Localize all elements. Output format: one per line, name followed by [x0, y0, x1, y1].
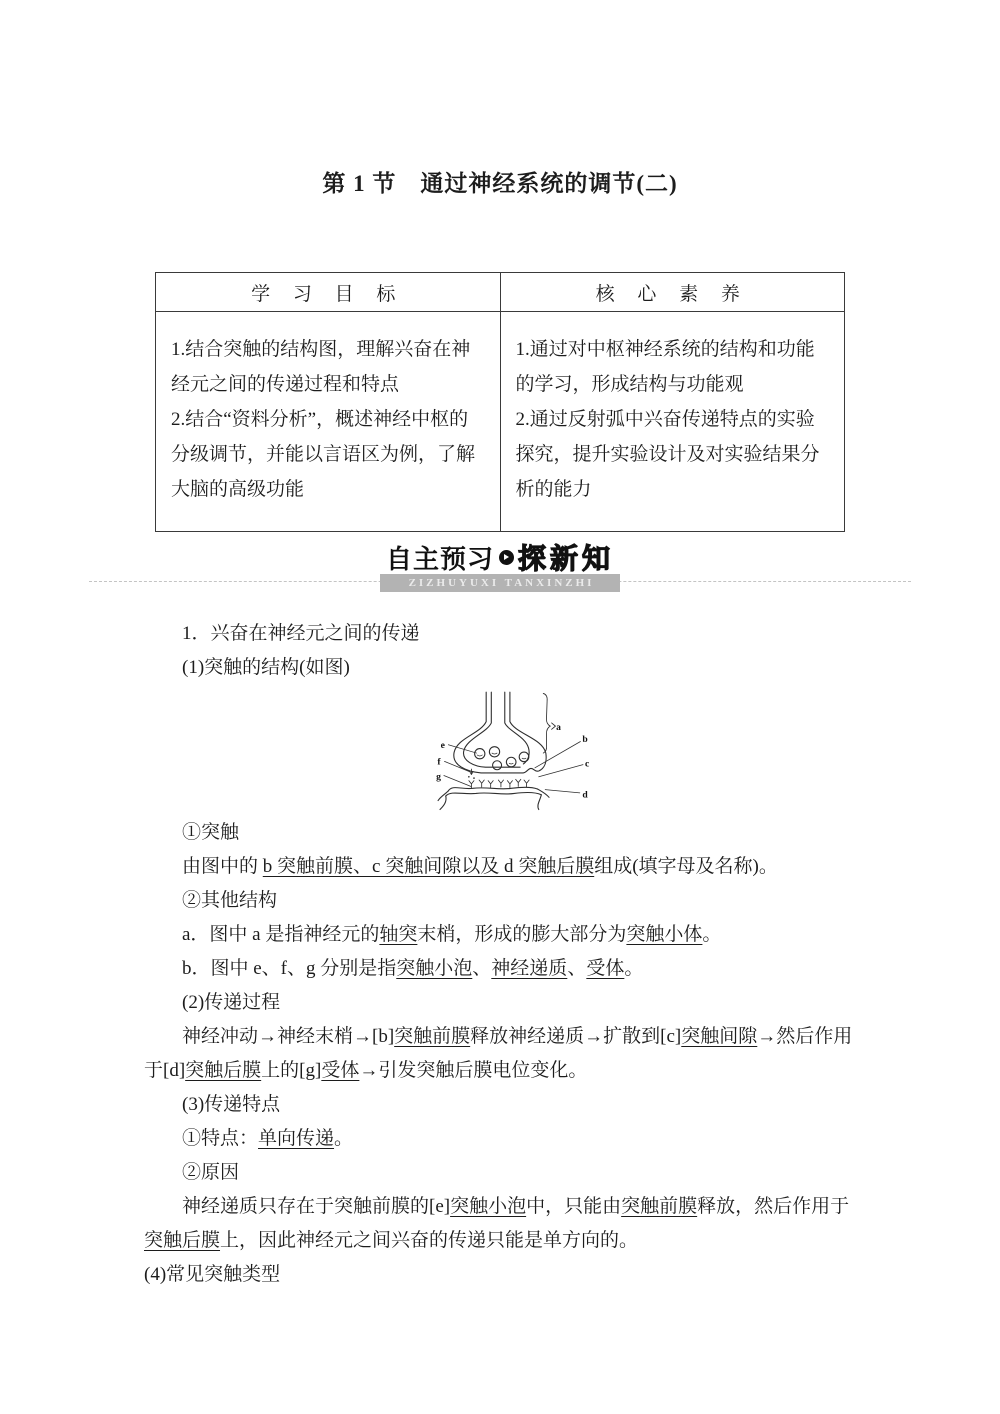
text-block	[144, 816, 856, 1292]
goal-item: 1.结合突触的结构图，理解兴奋在神经元之间的传递过程和特点	[171, 339, 471, 395]
synapse-diagram	[144, 687, 856, 814]
text-run: 组成(填字母及名称)。	[594, 856, 778, 878]
content-area	[144, 617, 856, 1292]
diagram-label-c: c	[584, 758, 590, 770]
diagram-label-d: d	[582, 789, 588, 801]
text-paragraph	[144, 651, 856, 685]
banner-title-right: 探新知	[518, 543, 615, 574]
banner-pinyin-bar: ZIZHUYUXI TANXINZHI	[380, 574, 621, 592]
synapse-figure-drawing	[431, 687, 601, 814]
objectives-table	[155, 272, 845, 532]
table-header-core-competency: 核 心 素 养	[500, 273, 845, 312]
text-run: →然后作用于[d]	[144, 1026, 853, 1082]
fill-in-answer: 突触小泡	[396, 958, 473, 980]
text-run: (2)传递过程	[182, 992, 281, 1014]
fill-in-answer: 突触前膜	[621, 1196, 698, 1218]
text-run: 末梢，形成的膨大部分为	[417, 924, 627, 946]
text-run: (3)传递特点	[182, 1094, 281, 1116]
diagram-label-g: g	[436, 771, 441, 783]
fill-in-answer: 神经递质	[491, 958, 568, 980]
text-paragraph	[144, 1156, 856, 1190]
fill-in-answer: 轴突	[379, 924, 418, 946]
fill-in-answer: 突触小体	[626, 924, 703, 946]
diagram-label-a: a	[556, 722, 561, 734]
text-paragraph	[144, 952, 856, 986]
fill-in-answer: 突触小泡	[450, 1196, 527, 1218]
competency-item: 1.通过对中枢神经系统的结构和功能的学习，形成结构与功能观	[515, 339, 815, 395]
section-banner-title	[0, 542, 1000, 576]
text-run: 。	[702, 924, 722, 946]
text-run: ②其他结构	[182, 890, 278, 912]
text-paragraph	[144, 986, 856, 1020]
text-paragraph	[144, 816, 856, 850]
text-run: ①突触	[182, 822, 240, 844]
text-run: 上，因此神经元之间兴奋的传递只能是单方向的。	[220, 1230, 639, 1252]
text-run: 由图中的	[182, 856, 263, 878]
text-paragraph	[144, 1258, 856, 1292]
diagram-label-f: f	[437, 756, 441, 768]
text-run: 神经冲动→神经末梢→[b]	[182, 1026, 395, 1048]
text-run: 释放神经递质→扩散到[c]	[470, 1026, 682, 1048]
fill-in-answer: 受体	[321, 1060, 360, 1082]
page-title: 第 1 节 通过神经系统的调节(二)	[322, 171, 678, 196]
text-run: 神经递质只存在于突触前膜的[e]	[182, 1196, 451, 1218]
text-run: (4)常见突触类型	[144, 1264, 281, 1286]
fill-in-answer: 受体	[586, 958, 625, 980]
text-run: 。	[334, 1128, 354, 1150]
text-run: 。	[624, 958, 644, 980]
learning-goals-cell	[156, 312, 501, 532]
text-run: a．图中 a 是指神经元的	[182, 924, 380, 946]
table-body-row	[156, 312, 845, 532]
text-run: 释放，然后作用于	[697, 1196, 850, 1218]
text-run: →引发突触后膜电位变化。	[359, 1060, 588, 1082]
text-paragraph	[144, 617, 856, 651]
text-paragraph	[144, 1190, 856, 1258]
text-paragraph	[144, 1020, 856, 1088]
text-run: ②原因	[182, 1162, 240, 1184]
text-paragraph	[144, 918, 856, 952]
text-run: 、	[472, 958, 492, 980]
text-block	[144, 617, 856, 685]
competency-item: 2.通过反射弧中兴奋传递特点的实验探究，提升实验设计及对实验结果分析的能力	[515, 409, 820, 500]
text-paragraph	[144, 1122, 856, 1156]
fill-in-answer: 突触后膜	[185, 1060, 262, 1082]
text-run: 、	[567, 958, 587, 980]
banner-divider	[89, 573, 911, 591]
text-paragraph	[144, 884, 856, 918]
diagram-label-e: e	[440, 740, 445, 752]
table-header-learning-goals: 学 习 目 标	[156, 273, 501, 312]
fill-in-answer: 突触前膜	[394, 1026, 471, 1048]
goal-item: 2.结合“资料分析”，概述神经中枢的分级调节，并能以言语区为例，了解大脑的高级功能	[171, 409, 476, 500]
core-competency-cell	[500, 312, 845, 532]
text-run: 1．兴奋在神经元之间的传递	[182, 623, 420, 645]
fill-in-answer: 突触间隙	[681, 1026, 758, 1048]
fill-in-answer: b 突触前膜、c 突触间隙以及 d 突触后膜	[262, 856, 595, 878]
text-run: b．图中 e、f、g 分别是指	[182, 958, 397, 980]
table-header-row	[156, 273, 845, 312]
section-banner	[0, 542, 1000, 591]
text-run: 中，只能由	[526, 1196, 622, 1218]
text-paragraph	[144, 1088, 856, 1122]
text-paragraph	[144, 850, 856, 884]
fill-in-answer: 单向传递	[258, 1128, 335, 1150]
banner-title-left: 自主预习	[385, 544, 494, 574]
text-run: (1)突触的结构(如图)	[182, 657, 350, 679]
diagram-label-b: b	[582, 734, 588, 746]
text-run: ①特点：	[182, 1128, 259, 1150]
fill-in-answer: 突触后膜	[144, 1230, 221, 1252]
play-circle-icon	[499, 550, 514, 565]
text-run: 上的[g]	[261, 1060, 322, 1082]
